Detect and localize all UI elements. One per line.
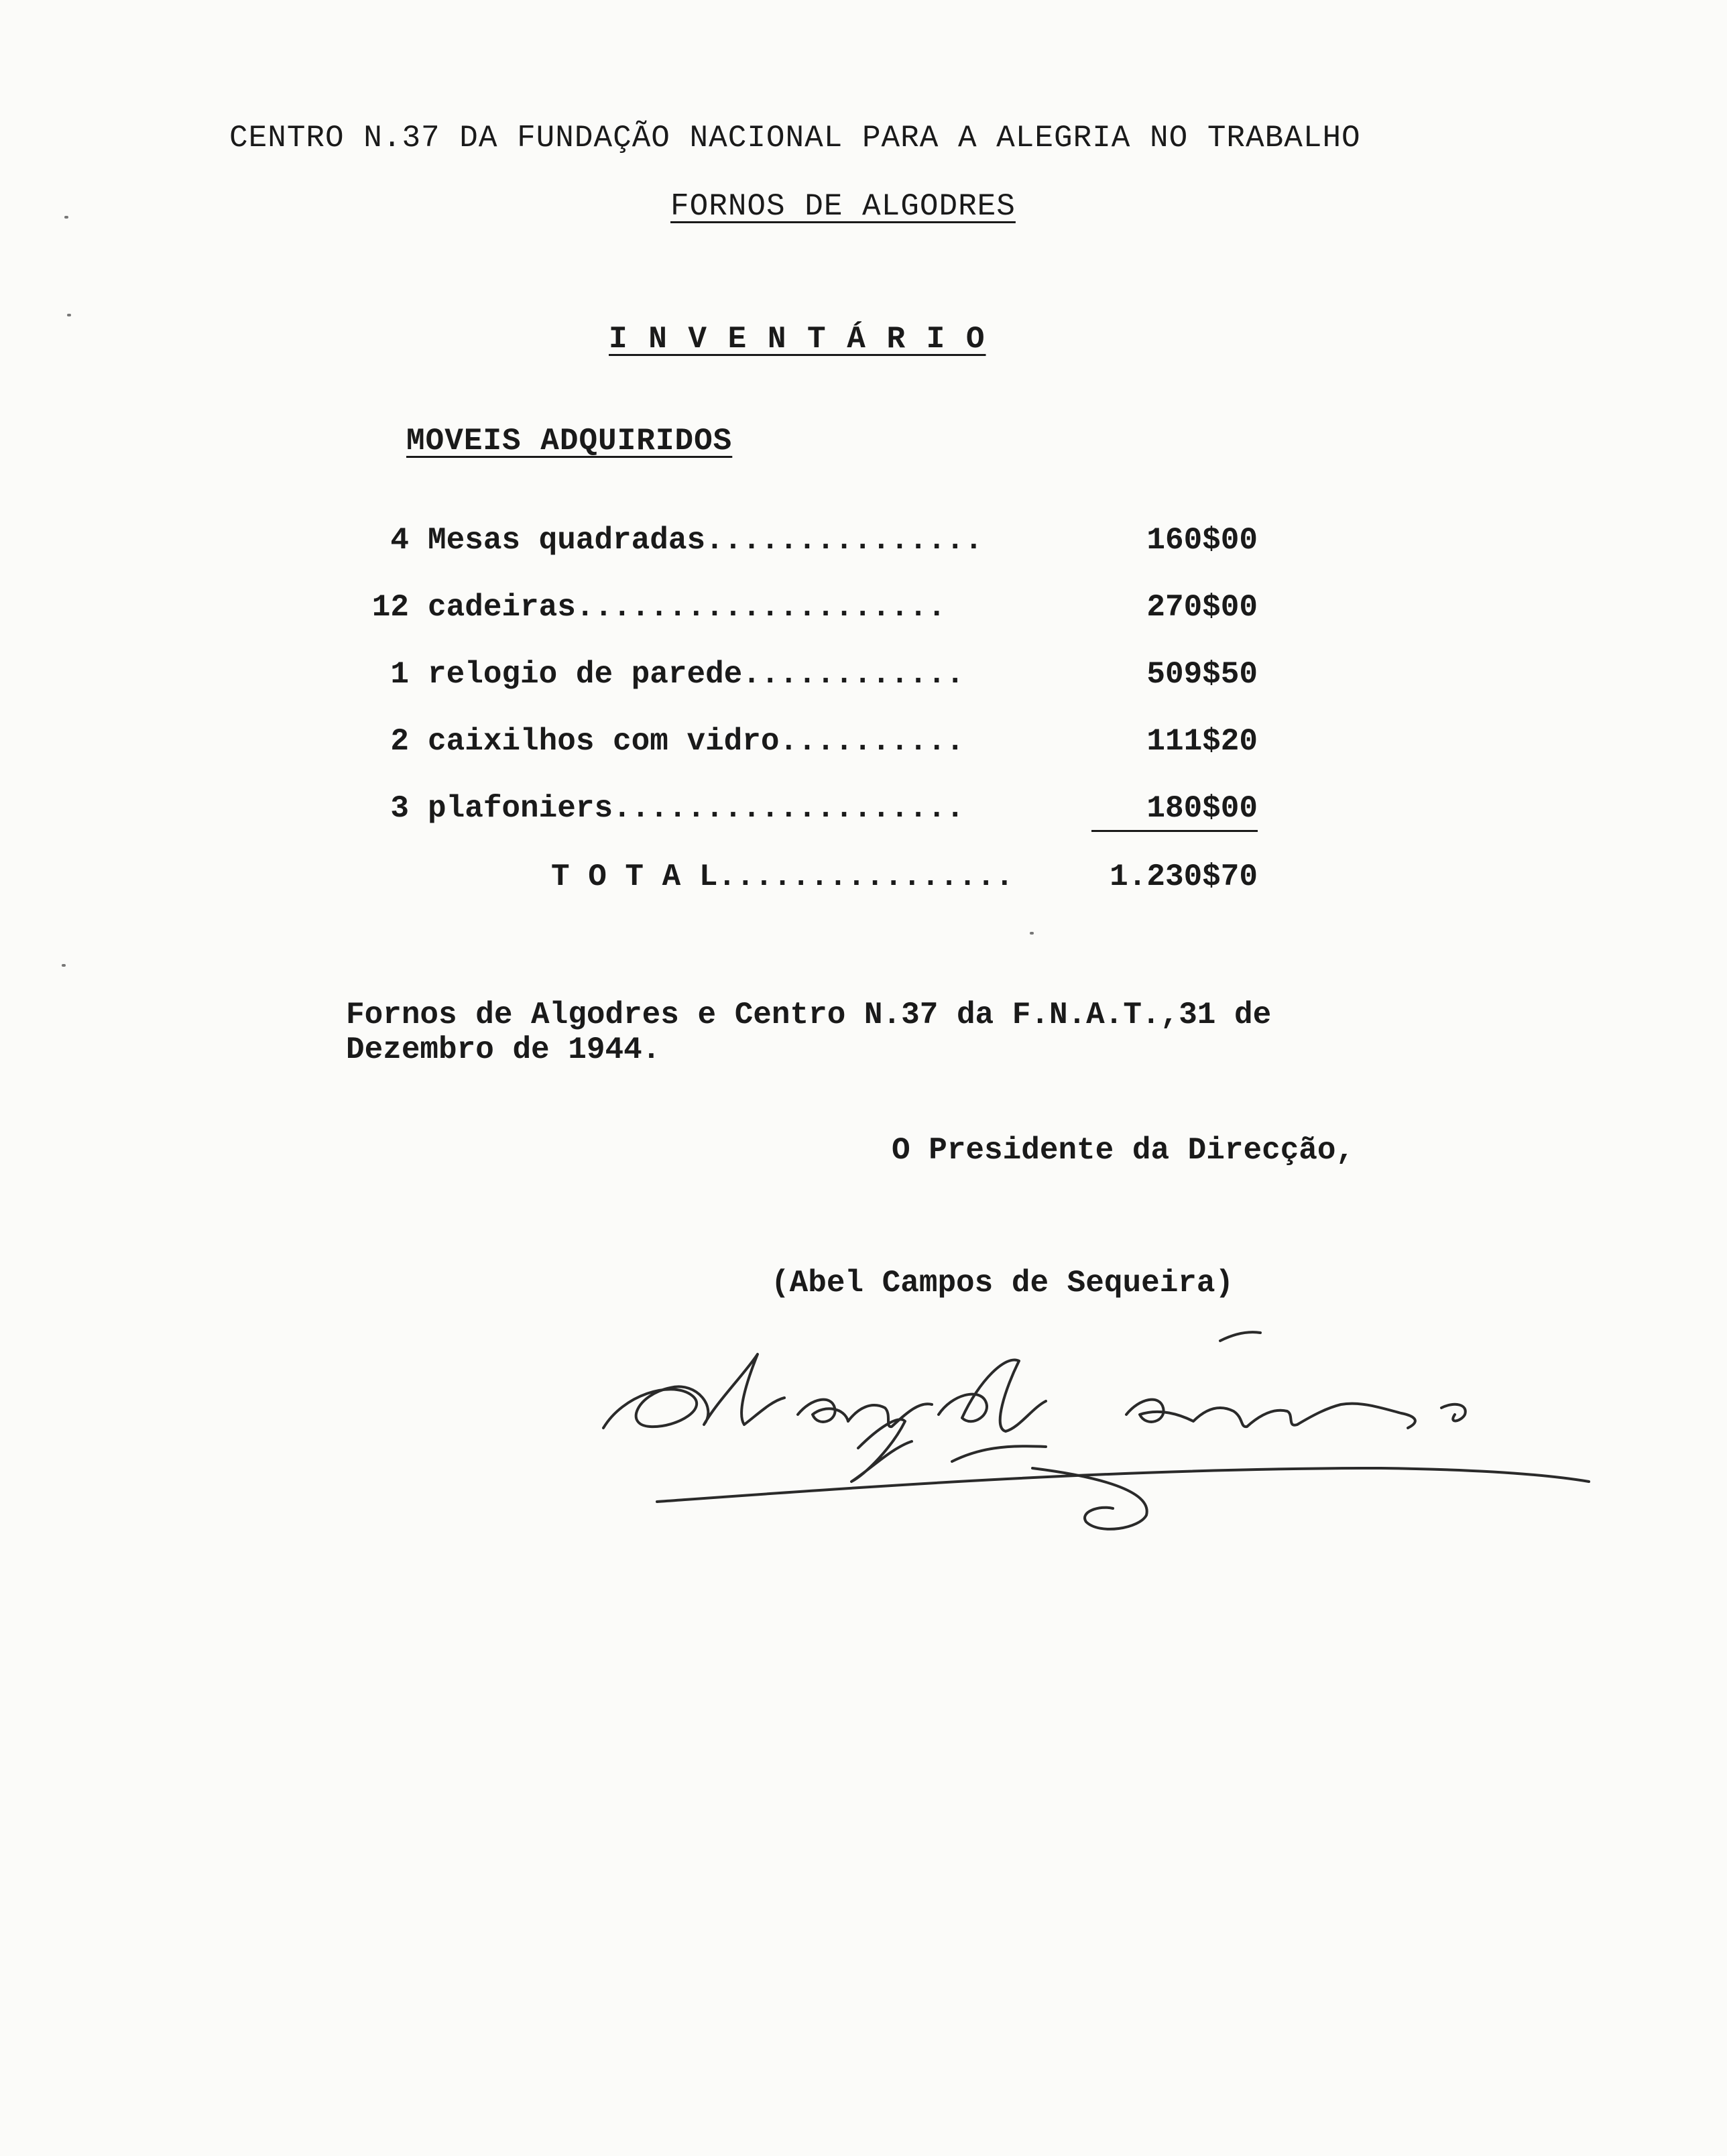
closing-line-1: Fornos de Algodres e Centro N.37 da F.N.A.T.,31 de: [346, 998, 1272, 1032]
item-description: cadeiras....................: [428, 590, 946, 625]
item-amount: 270$00: [1146, 590, 1258, 625]
inventory-row: [0, 657, 1727, 697]
document-title: I N V E N T Á R I O: [609, 322, 986, 357]
item-quantity: 12: [371, 590, 409, 625]
inventory-row: [0, 724, 1727, 764]
section-heading: MOVEIS ADQUIRIDOS: [406, 424, 733, 459]
item-description: relogio de parede............: [428, 657, 965, 692]
inventory-row: [0, 523, 1727, 563]
total-row: [0, 859, 1727, 900]
item-description: plafoniers...................: [428, 791, 965, 826]
closing-line-2: Dezembro de 1944.: [346, 1032, 661, 1067]
organization-heading: CENTRO N.37 DA FUNDAÇÃO NACIONAL PARA A ALEGRIA NO TRABALHO: [229, 121, 1361, 156]
item-description: caixilhos com vidro..........: [428, 724, 965, 759]
inventory-row: [0, 791, 1727, 831]
signatory-name: (Abel Campos de Sequeira): [771, 1266, 1234, 1301]
total-amount: 1.230$70: [1110, 859, 1258, 894]
item-quantity: 2: [390, 724, 409, 759]
sum-underline: [1091, 830, 1258, 832]
item-quantity: 4: [390, 523, 409, 558]
total-label: T O T A L................: [551, 859, 1014, 894]
paper-speck: [67, 314, 71, 316]
paper-speck: [1030, 932, 1034, 935]
location-heading: FORNOS DE ALGODRES: [670, 189, 1016, 224]
item-quantity: 3: [390, 791, 409, 826]
item-amount: 111$20: [1146, 724, 1258, 759]
inventory-row: [0, 590, 1727, 630]
paper-speck: [62, 964, 66, 967]
item-amount: 180$00: [1146, 791, 1258, 826]
paper-speck: [64, 216, 68, 219]
item-amount: 509$50: [1146, 657, 1258, 692]
signatory-role: O Presidente da Direcção,: [892, 1133, 1355, 1168]
item-description: Mesas quadradas...............: [428, 523, 984, 558]
item-quantity: 1: [390, 657, 409, 692]
item-amount: 160$00: [1146, 523, 1258, 558]
handwritten-signature: [577, 1314, 1596, 1542]
